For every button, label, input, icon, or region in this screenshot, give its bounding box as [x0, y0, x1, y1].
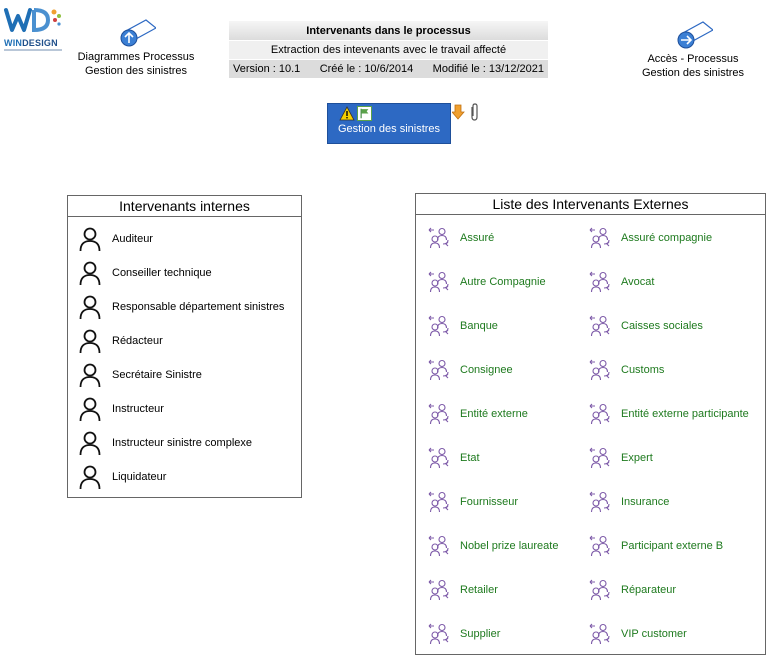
external-participant-label: VIP customer	[621, 628, 687, 640]
person-icon	[78, 430, 102, 456]
external-participant-label: Etat	[460, 452, 480, 464]
external-role-icon	[588, 535, 612, 557]
external-role-icon	[427, 535, 451, 557]
external-participant-label: Banque	[460, 320, 498, 332]
external-role-icon	[588, 491, 612, 513]
warning-icon	[339, 106, 355, 121]
external-participant-label: Consignee	[460, 364, 513, 376]
internal-panel-title: Intervenants internes	[68, 196, 301, 217]
external-participant-label: Assuré compagnie	[621, 232, 713, 244]
logo-tagline	[4, 49, 62, 51]
external-participant-item[interactable]	[427, 271, 546, 293]
person-icon	[78, 396, 102, 422]
document-meta	[229, 59, 548, 78]
logo-mark-icon	[2, 4, 62, 38]
external-role-icon	[427, 227, 451, 249]
external-participant-label: Caisses sociales	[621, 320, 703, 332]
arrow-up-icon	[116, 18, 156, 48]
external-participant-item[interactable]	[588, 579, 676, 601]
external-participant-item[interactable]	[427, 579, 498, 601]
document-header	[229, 21, 548, 79]
external-participant-label: Customs	[621, 364, 665, 376]
page-subtitle: Extraction des intevenants avec le travail affecté	[229, 40, 548, 59]
external-role-icon	[588, 271, 612, 293]
person-icon	[78, 294, 102, 320]
internal-participant-label: Instructeur sinistre complexe	[112, 437, 252, 449]
attachment-icon[interactable]	[472, 104, 477, 120]
internal-participant-label: Secrétaire Sinistre	[112, 369, 202, 381]
external-participant-label: Fournisseur	[460, 496, 519, 508]
external-role-icon	[427, 271, 451, 293]
arrow-right-icon	[673, 20, 713, 50]
external-participants-panel	[415, 193, 766, 655]
external-participant-item[interactable]	[427, 403, 528, 425]
external-role-icon	[588, 447, 612, 469]
process-label: Gestion des sinistres	[337, 123, 441, 135]
internal-participant-item[interactable]	[78, 260, 212, 286]
nav-diagrammes-processus[interactable]	[74, 18, 198, 78]
external-participant-item[interactable]	[588, 271, 654, 293]
external-participant-item[interactable]	[427, 315, 498, 337]
external-participant-item[interactable]	[427, 623, 500, 645]
external-participant-item[interactable]	[427, 491, 518, 513]
external-role-icon	[588, 403, 612, 425]
internal-participant-label: Auditeur	[112, 233, 153, 245]
internal-participant-item[interactable]	[78, 430, 252, 456]
nav-right-line1: Accès - Processus	[647, 53, 739, 65]
external-role-icon	[427, 315, 451, 337]
external-participant-label: Expert	[621, 452, 653, 464]
person-icon	[78, 362, 102, 388]
external-role-icon	[588, 579, 612, 601]
created-date: Créé le : 10/6/2014	[319, 63, 414, 75]
internal-participants-panel	[67, 195, 302, 498]
external-participant-item[interactable]	[588, 447, 653, 469]
internal-participant-label: Responsable département sinistres	[112, 301, 285, 313]
person-icon	[78, 226, 102, 252]
internal-participant-label: Rédacteur	[112, 335, 163, 347]
external-participant-label: Insurance	[621, 496, 670, 508]
process-extra-icons	[452, 103, 482, 121]
external-role-icon	[427, 403, 451, 425]
external-participant-item[interactable]	[588, 359, 664, 381]
external-participant-item[interactable]	[588, 227, 712, 249]
external-participant-item[interactable]	[588, 535, 723, 557]
internal-participant-item[interactable]	[78, 396, 164, 422]
internal-participant-item[interactable]	[78, 294, 284, 320]
external-role-icon	[427, 491, 451, 513]
internal-participant-label: Conseiller technique	[112, 267, 212, 279]
nav-left-line2: Gestion des sinistres	[84, 65, 188, 77]
external-role-icon	[427, 447, 451, 469]
external-role-icon	[588, 227, 612, 249]
external-participant-item[interactable]	[588, 315, 703, 337]
external-role-icon	[427, 359, 451, 381]
person-icon	[78, 464, 102, 490]
external-participant-label: Autre Compagnie	[460, 276, 546, 288]
logo-text: WINDESIGN	[4, 38, 58, 48]
internal-participant-item[interactable]	[78, 464, 166, 490]
external-role-icon	[588, 623, 612, 645]
process-button[interactable]	[327, 103, 451, 144]
external-participant-label: Réparateur	[621, 584, 677, 596]
external-participant-item[interactable]	[588, 491, 669, 513]
nav-left-line1: Diagrammes Processus	[77, 51, 195, 63]
person-icon	[78, 260, 102, 286]
version-text: Version : 10.1	[233, 63, 301, 75]
external-participant-label: Retailer	[460, 584, 498, 596]
external-participant-item[interactable]	[427, 359, 513, 381]
person-icon	[78, 328, 102, 354]
external-participant-item[interactable]	[588, 623, 687, 645]
external-role-icon	[427, 623, 451, 645]
drill-down-icon[interactable]	[452, 105, 464, 119]
external-role-icon	[588, 315, 612, 337]
external-participant-item[interactable]	[588, 403, 749, 425]
external-participant-label: Participant externe B	[621, 540, 724, 552]
internal-participant-label: Liquidateur	[112, 471, 167, 483]
external-participant-label: Nobel prize laureate	[460, 540, 559, 552]
internal-participant-item[interactable]	[78, 362, 202, 388]
nav-acces-processus[interactable]	[630, 20, 756, 80]
nav-right-line2: Gestion des sinistres	[641, 67, 745, 79]
external-panel-title: Liste des Intervenants Externes	[416, 194, 765, 215]
external-role-icon	[588, 359, 612, 381]
external-role-icon	[427, 579, 451, 601]
internal-participant-item[interactable]	[78, 328, 163, 354]
external-participant-label: Assuré	[460, 232, 495, 244]
external-participant-item[interactable]	[427, 447, 480, 469]
internal-participant-item[interactable]	[78, 226, 153, 252]
internal-participant-label: Instructeur	[112, 403, 164, 415]
external-participant-item[interactable]	[427, 535, 558, 557]
external-participant-item[interactable]	[427, 227, 494, 249]
modified-date: Modifié le : 13/12/2021	[432, 63, 544, 75]
external-participant-label: Avocat	[621, 276, 655, 288]
external-participant-label: Entité externe	[460, 408, 528, 420]
page-title: Intervenants dans le processus	[229, 21, 548, 40]
external-participant-label: Supplier	[460, 628, 501, 640]
windesign-logo	[2, 4, 66, 52]
flag-icon	[357, 106, 372, 121]
external-participant-label: Entité externe participante	[621, 408, 749, 420]
